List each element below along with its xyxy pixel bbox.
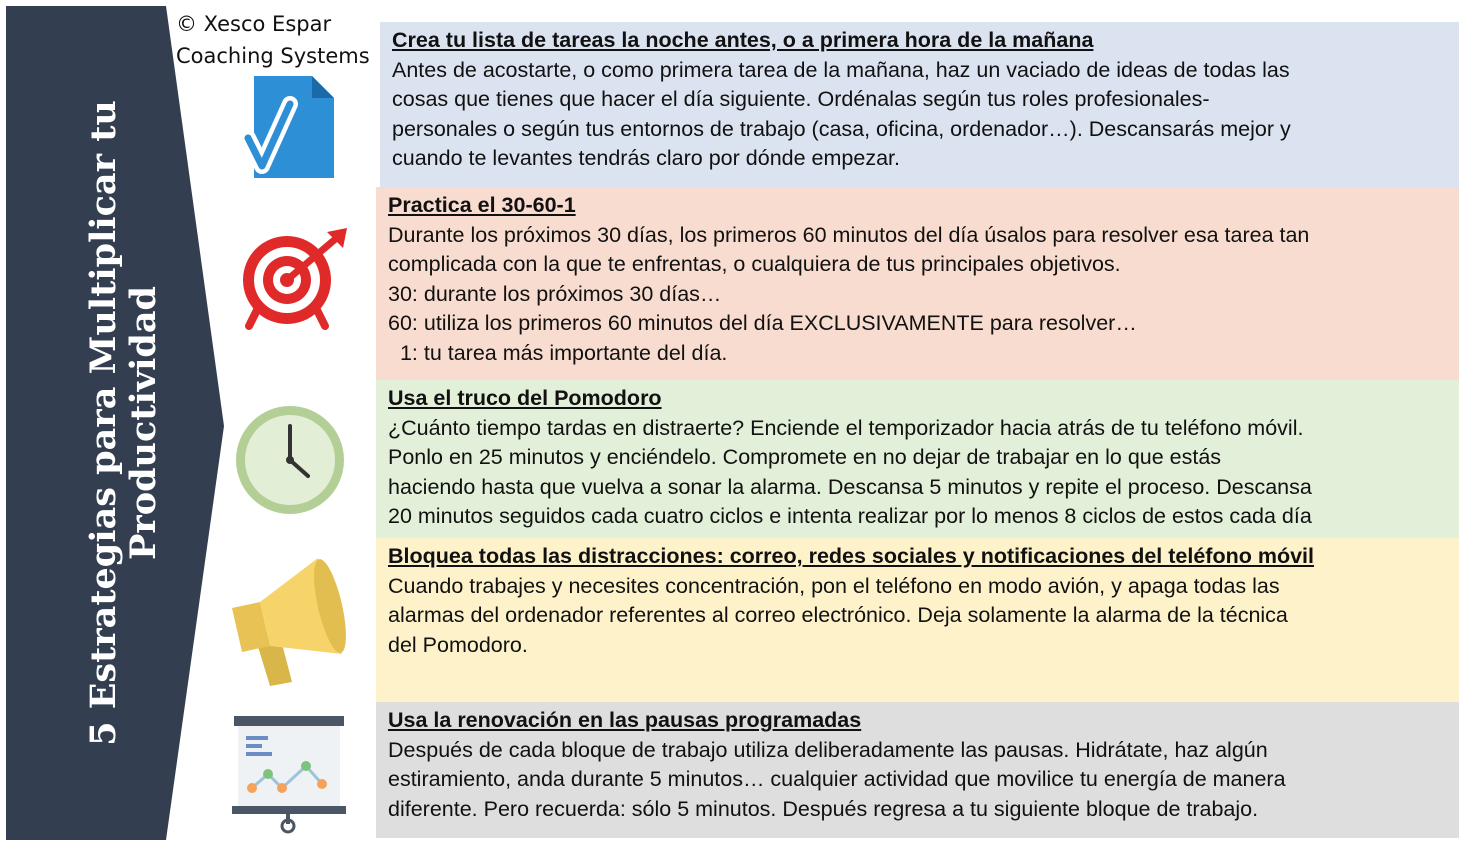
strategy-title: Usa la renovación en las pausas programadas <box>388 708 862 732</box>
strategy-text-line: 1: tu tarea más importante del día. <box>388 340 728 365</box>
strategy-text-line: Antes de acostarte, o como primera tarea de la mañana, haz un vaciado de ideas de todas las <box>392 57 1290 82</box>
strategy-box-4 <box>376 538 1459 702</box>
strategy-text-line: complicada con la que te enfrentas, o cualquiera de tus principales objetivos. <box>388 252 1121 277</box>
strategy-title: Crea tu lista de tareas la noche antes, o a primera hora de la mañana <box>392 28 1094 52</box>
banner-title: 5 Estrategias para Multiplicar tu Productividad <box>83 100 164 746</box>
strategy-text-line: personales o según tus entornos de trabajo (casa, oficina, ordenador…). Descansarás mejor y <box>392 116 1291 141</box>
strategy-text-line: haciendo hasta que vuelva a sonar la alarma. Descansa 5 minutos y repite el proceso. Descansa <box>388 474 1312 499</box>
document-check-icon <box>230 70 350 185</box>
strategy-text-line: cuando te levantes tendrás claro por dónde empezar. <box>392 146 900 171</box>
strategy-text-line: del Pomodoro. <box>388 632 528 657</box>
strategy-text-line: Durante los próximos 30 días, los primeros 60 minutos del día úsalos para resolver esa tarea tan <box>388 222 1310 247</box>
megaphone-icon <box>226 552 356 692</box>
strategy-text-line: Ponlo en 25 minutos y enciéndelo. Compromete en no dejar de trabajar en lo que estás <box>388 445 1222 470</box>
strategy-title: Bloquea todas las distracciones: correo, redes sociales y notificaciones del teléfono móvil <box>388 544 1314 568</box>
strategy-text-line: estiramiento, anda durante 5 minutos… cualquier actividad que movilice tu energía de manera <box>388 767 1286 792</box>
strategy-text-line: Después de cada bloque de trabajo utiliza deliberadamente las pausas. Hidrátate, haz algún <box>388 737 1268 762</box>
strategy-box-5 <box>376 702 1459 838</box>
clock-icon <box>232 402 352 522</box>
strategy-box-2 <box>376 187 1459 380</box>
strategy-text-line: cosas que tienes que hacer el día siguiente. Ordénalas según tus roles profesionales- <box>392 87 1210 112</box>
strategy-text-line: alarmas del ordenador referentes al correo electrónico. Deja solamente la alarma de la técnica <box>388 603 1288 628</box>
presentation-board-icon <box>228 714 353 836</box>
strategy-title: Usa el truco del Pomodoro <box>388 386 662 410</box>
target-icon <box>235 222 355 337</box>
strategy-text-line: 30: durante los próximos 30 días… <box>388 281 722 306</box>
strategy-text-line: Cuando trabajes y necesites concentración, pon el teléfono en modo avión, y apaga todas las <box>388 573 1280 598</box>
strategy-box-1 <box>380 22 1459 187</box>
title-banner <box>6 6 226 840</box>
strategy-title: Practica el 30-60-1 <box>388 193 576 217</box>
strategy-text-line: 20 minutos seguidos cada cuatro ciclos e intenta realizar por lo menos 8 ciclos de estos cada día <box>388 504 1312 529</box>
strategy-text-line: 60: utiliza los primeros 60 minutos del día EXCLUSIVAMENTE para resolver… <box>388 311 1137 336</box>
copyright-notice: © Xesco Espar Coaching Systems <box>176 12 370 68</box>
strategy-box-3 <box>376 380 1459 538</box>
strategy-text-line: ¿Cuánto tiempo tardas en distraerte? Enciende el temporizador hacia atrás de tu teléfono móvil. <box>388 415 1304 440</box>
strategy-text-line: diferente. Pero recuerda: sólo 5 minutos. Después regresa a tu siguiente bloque de trabajo. <box>388 796 1259 821</box>
